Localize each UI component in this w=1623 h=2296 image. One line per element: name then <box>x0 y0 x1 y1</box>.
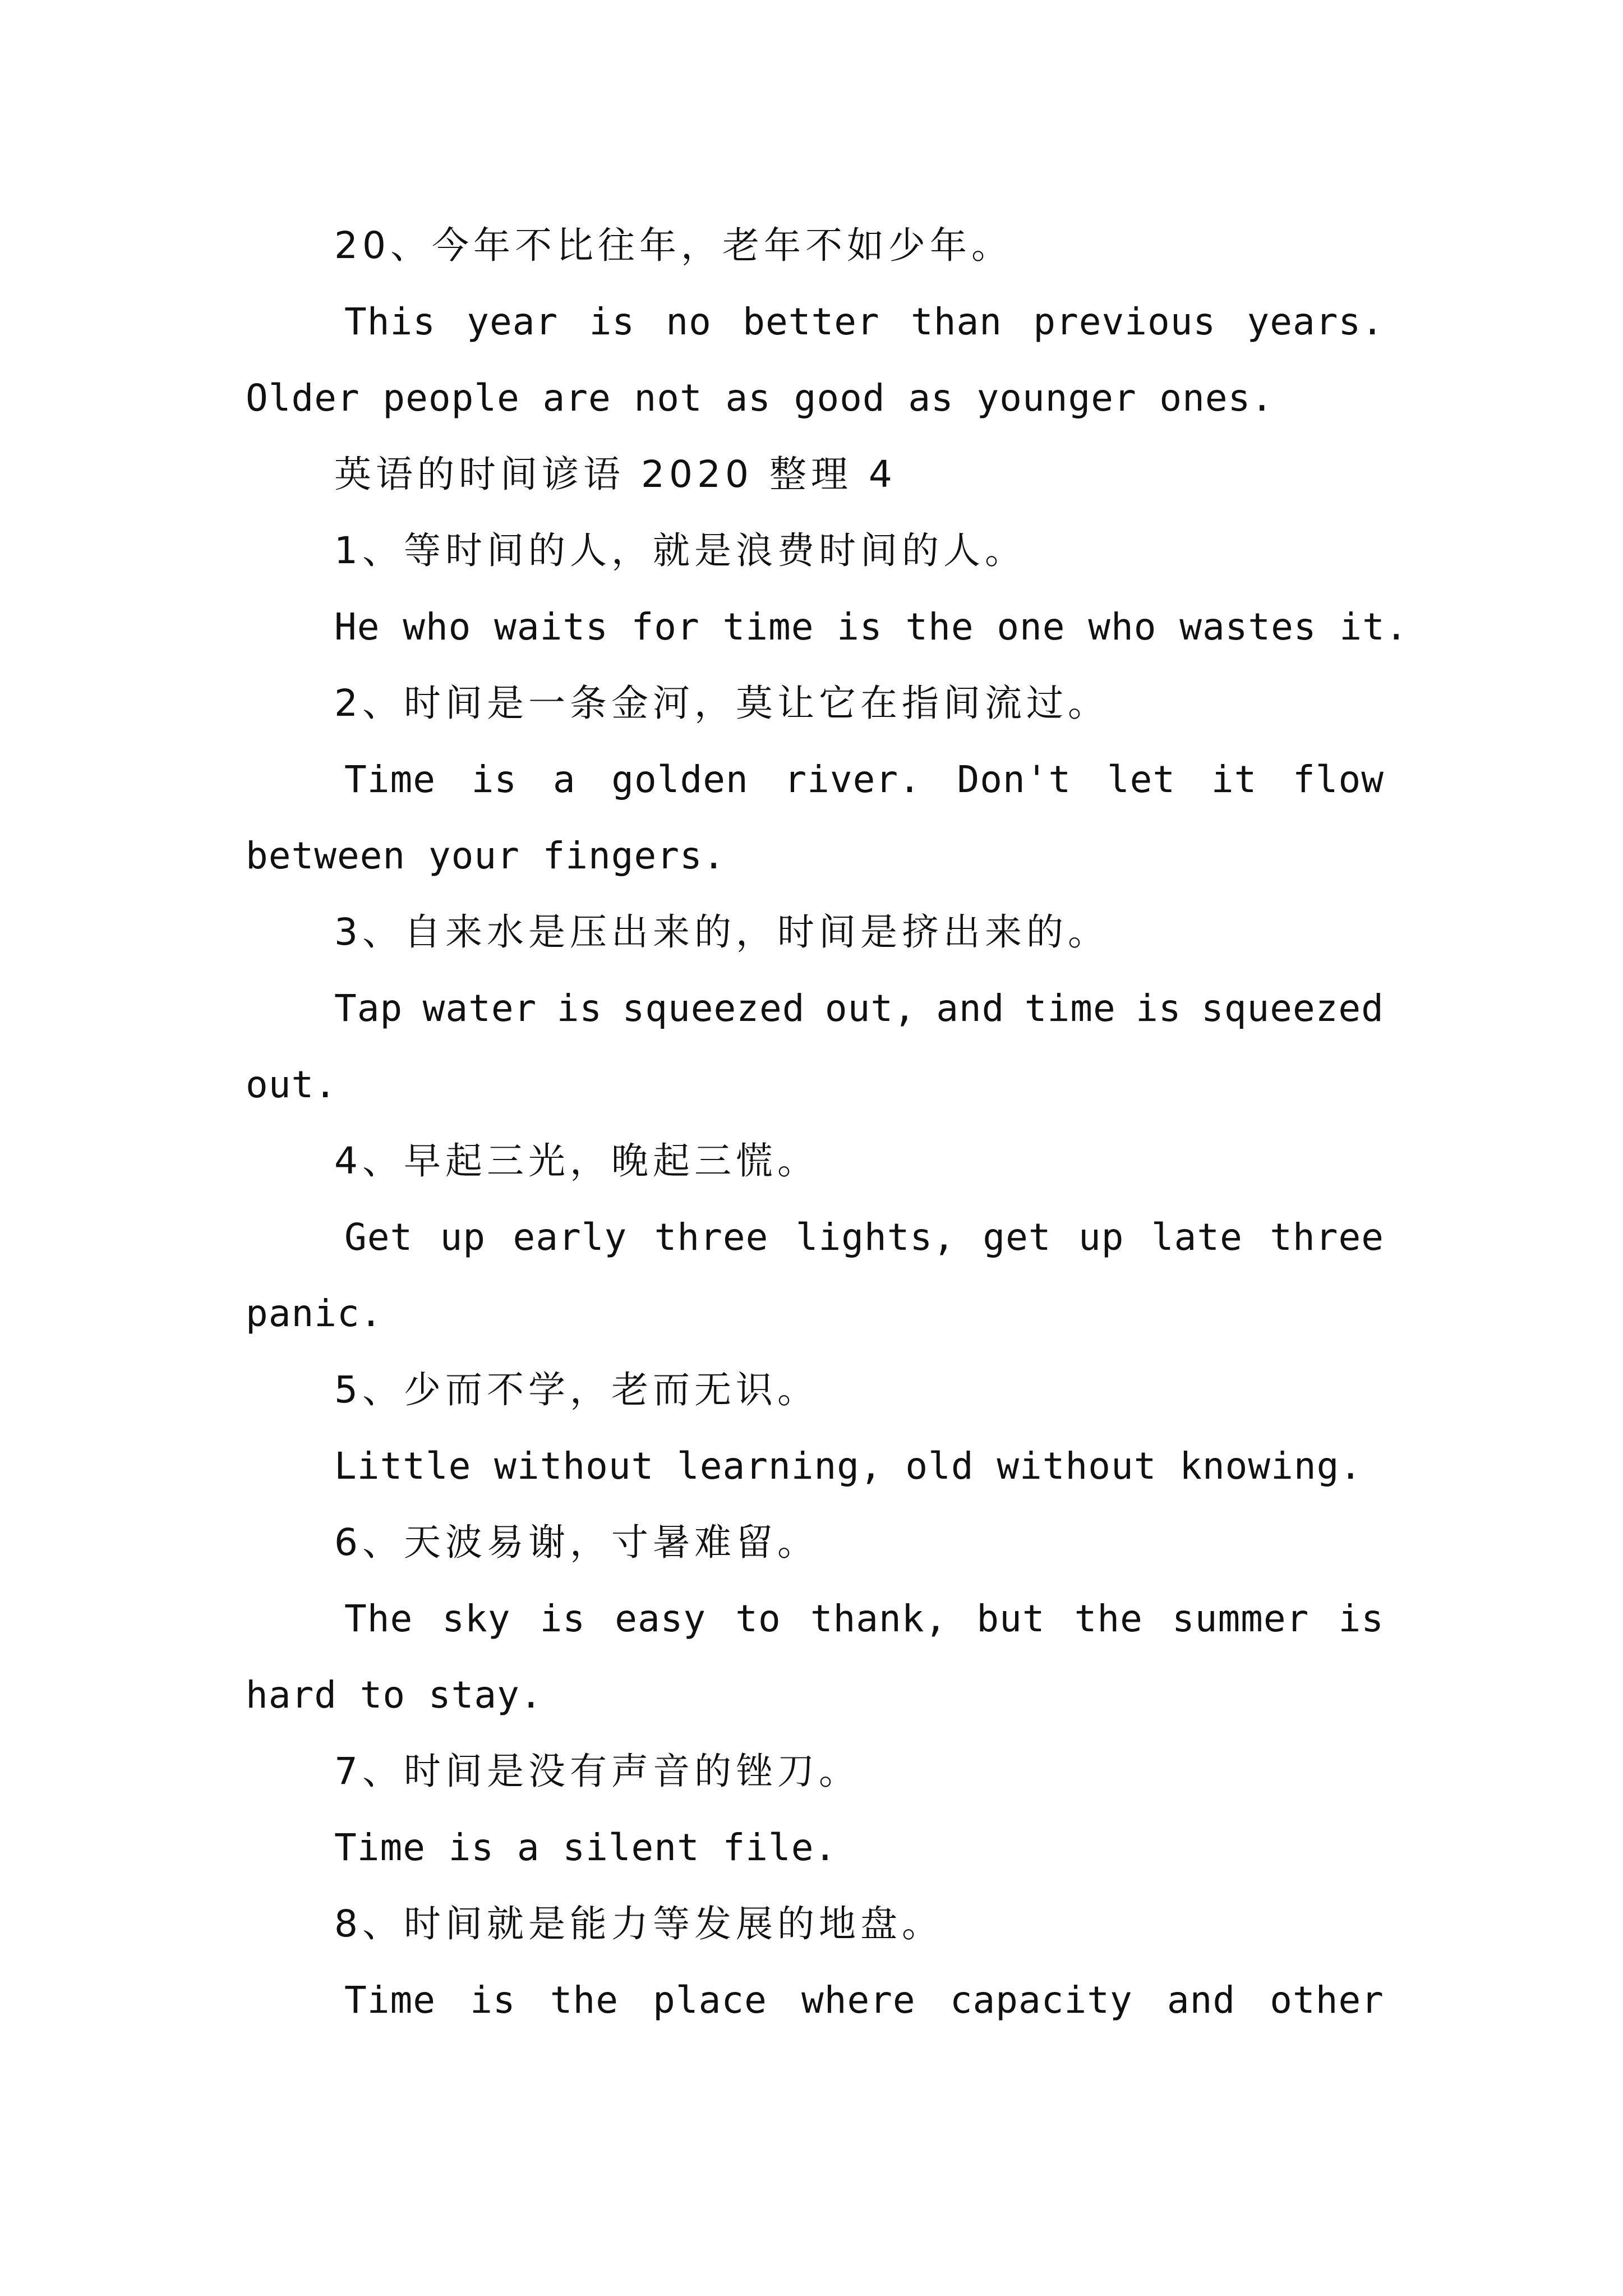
justified-word: but <box>976 1597 1045 1640</box>
justified-word: late <box>1151 1216 1243 1259</box>
proverb-4-english-line-1 <box>246 1199 1384 1276</box>
justified-word: Time <box>344 758 436 801</box>
proverb-2-chinese: 2、时间是一条金河，莫让它在指间流过。 <box>334 682 1109 725</box>
justified-word: three <box>1270 1216 1384 1259</box>
justified-word: where <box>801 1978 916 2022</box>
justified-word: and <box>936 987 1005 1030</box>
justified-word: year <box>467 300 559 343</box>
section-title: 英语的时间谚语 2020 整理 4 <box>334 453 897 496</box>
justified-word: Tap <box>334 987 403 1030</box>
proverb-5-english: Little without learning, old without knowing. <box>334 1444 1363 1488</box>
justified-word: no <box>666 300 712 343</box>
proverb-3-chinese: 3、自来水是压出来的，时间是挤出来的。 <box>334 910 1109 954</box>
proverb-8-english-line-1 <box>246 1962 1384 2039</box>
justified-word: years. <box>1247 300 1384 343</box>
proverb-1-chinese: 1、等时间的人，就是浪费时间的人。 <box>334 529 1026 572</box>
justified-word: out, <box>824 987 916 1030</box>
justified-word: is <box>1338 1597 1384 1640</box>
proverb-20-chinese: 20、今年不比往年，老年不如少年。 <box>334 224 1013 267</box>
justified-word: three <box>654 1216 769 1259</box>
justified-word: easy <box>615 1597 707 1640</box>
document-body <box>246 208 1408 2039</box>
justified-word: water <box>422 987 537 1030</box>
justified-word: other <box>1270 1978 1384 2022</box>
proverb-3-english-line-1 <box>246 970 1384 1047</box>
justified-word: squeezed <box>1201 987 1384 1030</box>
justified-word: squeezed <box>622 987 805 1030</box>
justified-word: Time <box>344 1978 436 2022</box>
justified-word: and <box>1166 1978 1236 2022</box>
justified-word: summer <box>1172 1597 1310 1640</box>
justified-word: early <box>513 1216 628 1259</box>
proverb-7-chinese: 7、时间是没有声音的锉刀。 <box>334 1750 860 1793</box>
proverb-20-english-line-1 <box>246 284 1384 360</box>
justified-word: This <box>344 300 436 343</box>
justified-word: better <box>743 300 880 343</box>
justified-word: the <box>1074 1597 1143 1640</box>
justified-word: is <box>470 1978 516 2022</box>
proverb-3-english-line-2: out. <box>246 1063 337 1106</box>
proverb-4-chinese: 4、早起三光，晚起三慌。 <box>334 1139 819 1182</box>
justified-word: golden <box>611 758 749 801</box>
proverb-1-english: He who waits for time is the one who wastes it. <box>334 605 1408 648</box>
proverb-4-english-line-2: panic. <box>246 1292 383 1335</box>
proverb-2-english-line-2: between your fingers. <box>246 834 726 877</box>
justified-word: previous <box>1033 300 1216 343</box>
justified-word: it <box>1211 758 1257 801</box>
justified-word: lights, <box>795 1216 956 1259</box>
justified-word: is <box>540 1597 586 1640</box>
proverb-8-chinese: 8、时间就是能力等发展的地盘。 <box>334 1902 943 1945</box>
justified-word: time <box>1024 987 1116 1030</box>
justified-word: a <box>552 758 576 801</box>
justified-word: is <box>1136 987 1182 1030</box>
justified-word: Get <box>344 1216 413 1259</box>
proverb-6-chinese: 6、天波易谢，寸暑难留。 <box>334 1521 819 1564</box>
justified-word: flow <box>1293 758 1384 801</box>
justified-word: the <box>550 1978 619 2022</box>
justified-word: sky <box>442 1597 511 1640</box>
proverb-2-english-line-1 <box>246 742 1384 818</box>
justified-word: than <box>911 300 1002 343</box>
justified-word: Don't <box>957 758 1072 801</box>
proverb-20-english-line-2: Older people are not as good as younger ones. <box>246 376 1274 420</box>
proverb-5-chinese: 5、少而不学，老而无识。 <box>334 1368 819 1411</box>
justified-word: is <box>471 758 518 801</box>
justified-word: up <box>440 1216 486 1259</box>
justified-word: up <box>1078 1216 1124 1259</box>
justified-word: get <box>983 1216 1052 1259</box>
justified-word: to <box>735 1597 781 1640</box>
proverb-6-english-line-2: hard to stay. <box>246 1673 543 1717</box>
justified-word: capacity <box>949 1978 1133 2022</box>
justified-word: let <box>1106 758 1176 801</box>
justified-word: is <box>556 987 603 1030</box>
proverb-6-english-line-1 <box>246 1581 1384 1657</box>
justified-word: place <box>653 1978 767 2022</box>
justified-word: The <box>344 1597 413 1640</box>
justified-word: is <box>589 300 635 343</box>
justified-word: river. <box>784 758 921 801</box>
justified-word: thank, <box>810 1597 948 1640</box>
proverb-7-english: Time is a silent file. <box>334 1826 837 1869</box>
